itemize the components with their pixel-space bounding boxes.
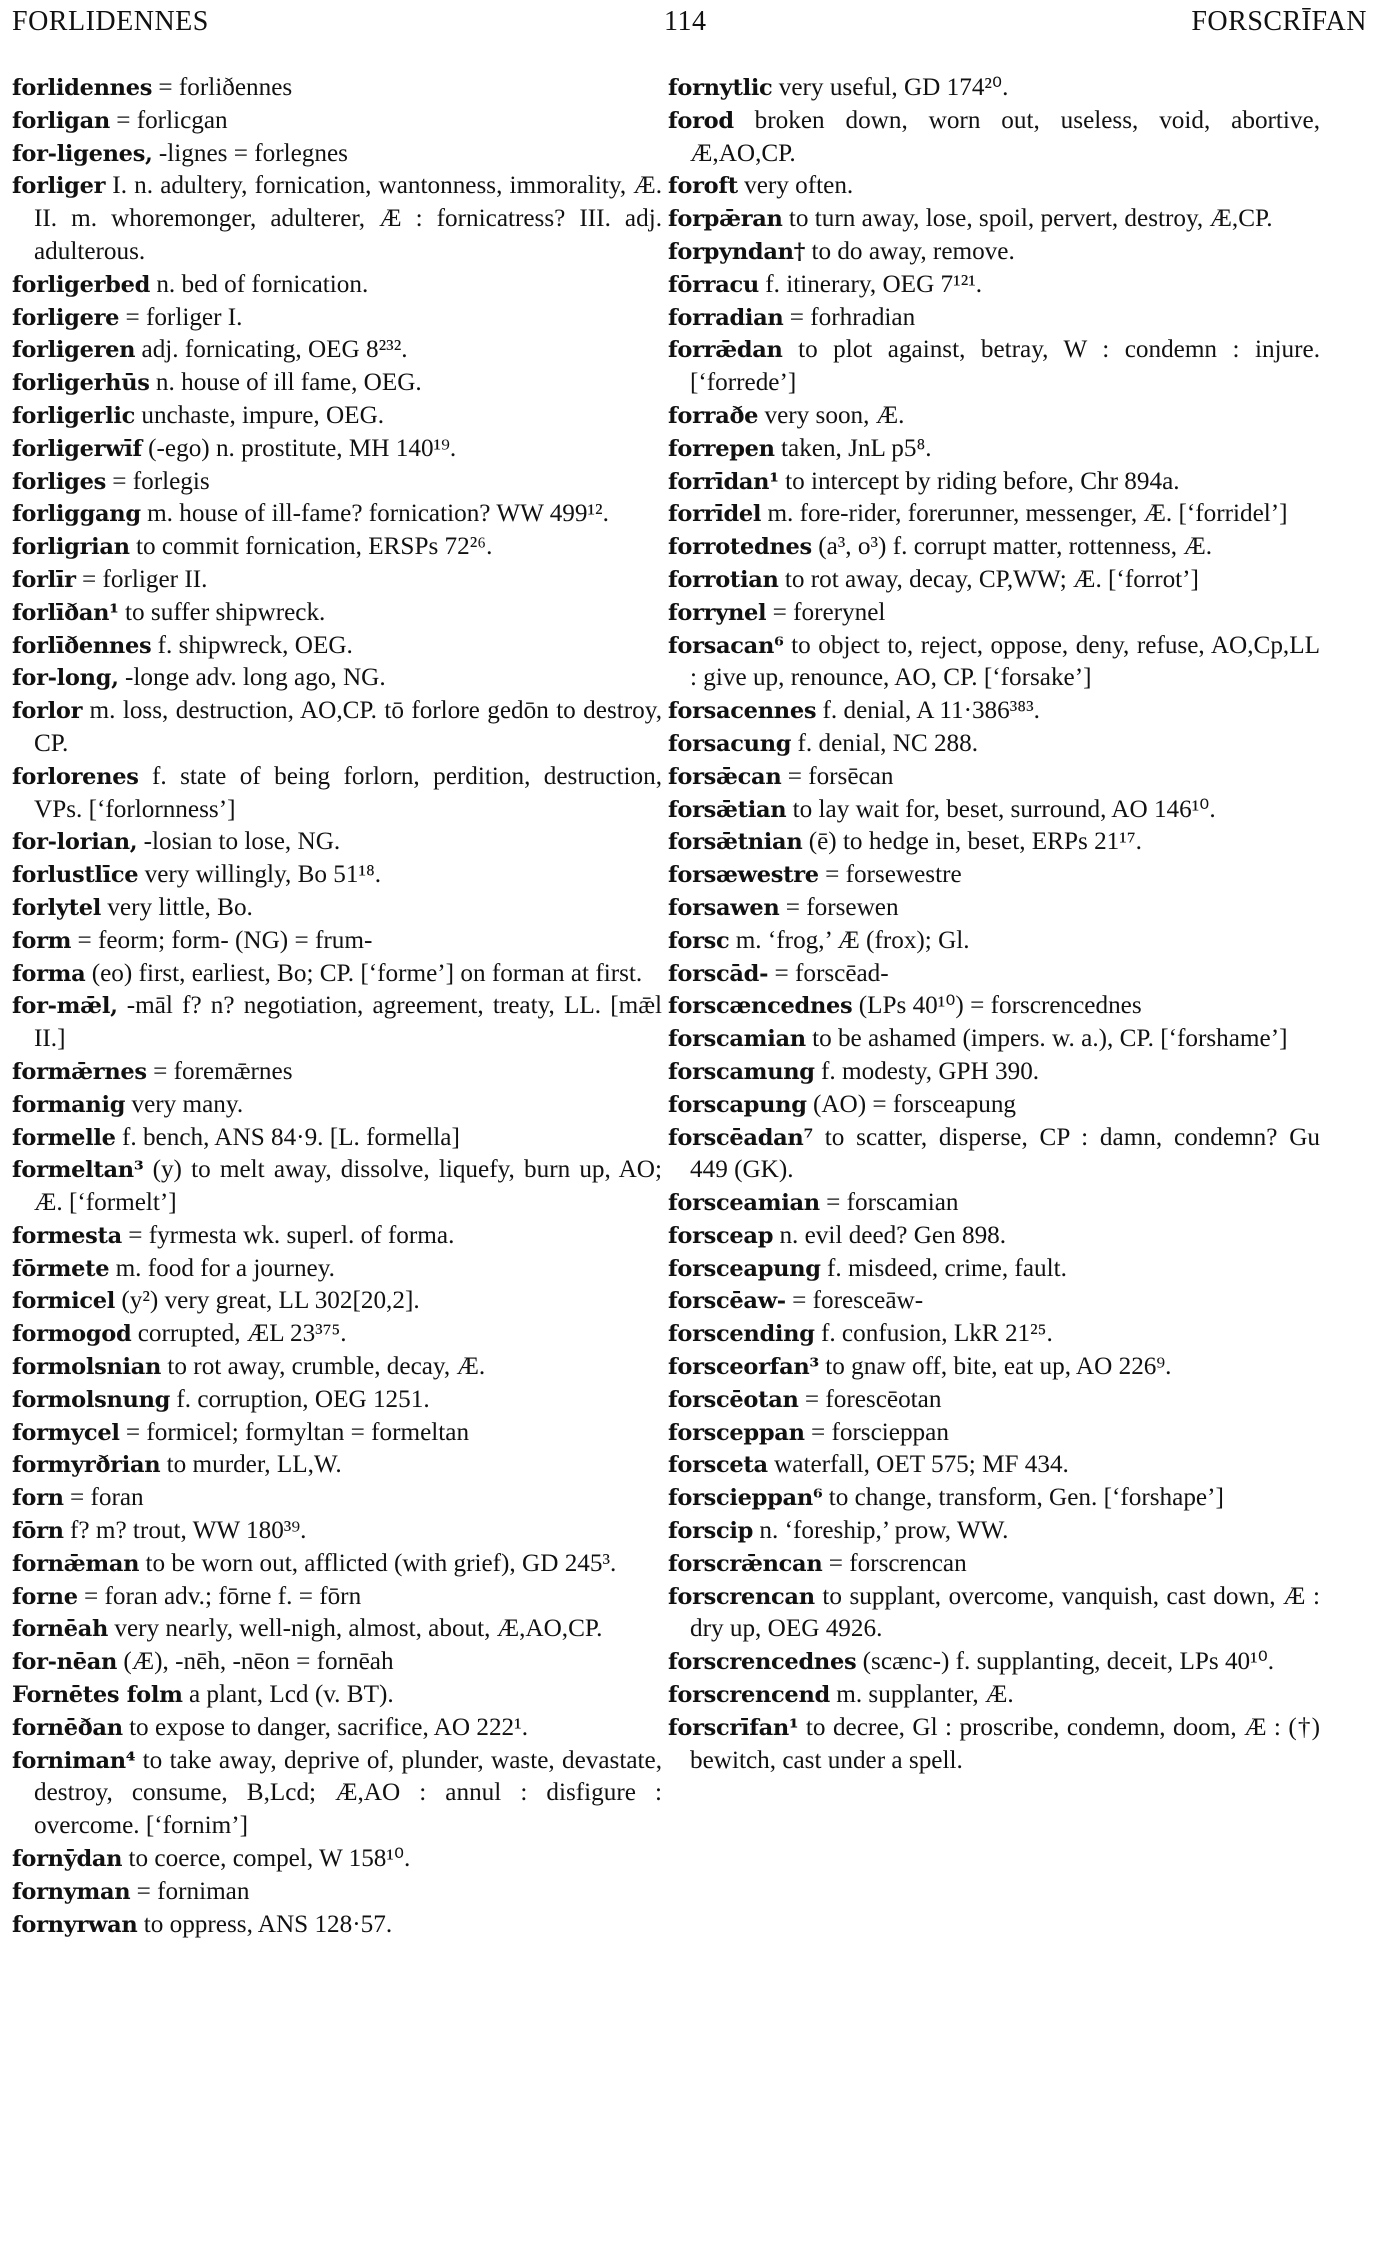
headword: fōrracu [668,271,759,298]
headword: forrīdan¹ [668,468,779,495]
headword: for-ligenes, [12,140,153,167]
headword: forsceap [668,1222,774,1249]
dictionary-entry [12,1482,662,1515]
entry-definition: to plot against, betray, W : condemn : injure. [‘forrede’] [690,336,1320,397]
entry-definition: to supplant, overcome, vanquish, cast down, Æ : dry up, OEG 4926. [690,1582,1320,1643]
dictionary-entry [668,170,1320,203]
entry-definition: f. modesty, GPH 390. [814,1057,1040,1085]
entry-definition: -māl f? n? negotiation, agreement, treaty, LL. [mǣl II.] [34,992,662,1053]
entry-definition: (y²) very great, LL 302[20,2]. [115,1287,420,1315]
headword: forrotednes [668,534,812,561]
dictionary-entry [668,302,1320,335]
dictionary-entry [668,1253,1320,1286]
headword: forraðe [668,402,759,429]
entry-definition: f. denial, NC 288. [791,729,979,757]
headword: fornēah [12,1616,109,1643]
headword: fōrmete [12,1255,110,1282]
dictionary-entry [668,1515,1320,1548]
headword: forpǣran [668,206,783,233]
entry-definition: f. bench, ANS 84·9. [L. formella] [115,1123,460,1151]
entry-definition: to suffer shipwreck. [118,598,326,626]
dictionary-entry [668,1581,1320,1647]
entry-definition: very soon, Æ. [758,401,905,429]
entry-definition: m. loss, destruction, AO,CP. tō forlore gedōn to destroy, CP. [34,697,662,757]
entry-definition: -losian to lose, NG. [137,828,341,856]
headword: forradian [668,304,784,331]
headword: forsceamian [668,1190,820,1217]
running-head [12,6,1367,46]
headword: forligere [12,304,120,331]
dictionary-entry [668,203,1320,236]
headword: formogod [12,1321,132,1348]
dictionary-entry [12,1449,662,1482]
dictionary-entry [12,761,662,827]
entry-definition: m. house of ill-fame? fornication? WW 499¹². [140,500,609,528]
headword: forsǣtian [668,796,787,823]
headword: forlorenes [12,763,139,790]
headword: formesta [12,1222,122,1249]
dictionary-entry [12,1253,662,1286]
dictionary-entry [12,925,662,958]
headword: forligerhūs [12,370,150,397]
dictionary-entry [668,564,1320,597]
dictionary-entry [12,1876,662,1909]
entry-definition: broken down, worn out, useless, void, abortive, Æ,AO,CP. [690,106,1320,167]
headword: forligerwīf [12,435,142,462]
entry-definition: = foresceāw- [785,1287,924,1315]
headword: forscamung [668,1058,815,1085]
entry-definition: f. denial, A 11·386³⁸³. [816,697,1040,725]
entry-definition: f. misdeed, crime, fault. [820,1254,1067,1282]
entry-definition: to change, transform, Gen. [‘forshape’] [822,1484,1224,1512]
headword: for-mǣl, [12,993,118,1020]
headword: forliggang [12,501,141,528]
entry-definition: = fyrmesta wk. superl. of forma. [121,1221,455,1249]
dictionary-entry [668,1646,1320,1679]
headword: fornēðan [12,1714,123,1741]
dictionary-entry [668,859,1320,892]
headword: formolsnung [12,1386,171,1413]
headword: forma [12,960,86,987]
headword: forscrīfan¹ [668,1714,799,1741]
dictionary-entry [668,1089,1320,1122]
dictionary-entry [668,498,1320,531]
entry-definition: = forscamian [819,1189,959,1217]
dictionary-entry [12,367,662,400]
headword: Fornētes folm [12,1682,183,1709]
dictionary-entry [668,1384,1320,1417]
entry-definition: to commit fornication, ERSPs 72²⁶. [129,533,493,561]
dictionary-entry [12,1089,662,1122]
dictionary-entry [12,1745,662,1843]
entry-definition: to intercept by riding before, Chr 894a. [778,467,1180,495]
entry-definition: taken, JnL p5⁸. [774,434,932,462]
dictionary-entry [12,630,662,663]
headword: form [12,927,72,954]
dictionary-entry [12,564,662,597]
headword: formyrðrian [12,1452,161,1479]
entry-definition: (y) to melt away, dissolve, liquefy, burn up, AO; Æ. [‘formelt’] [34,1156,662,1217]
entry-definition: to murder, LL,W. [160,1451,342,1479]
dictionary-entry [668,1679,1320,1712]
headword: forod [668,107,734,134]
headword: forniman⁴ [12,1747,136,1774]
headword: forlytel [12,894,102,921]
headword: forlīr [12,566,76,593]
dictionary-entry [668,1285,1320,1318]
entry-definition: to expose to danger, sacrifice, AO 222¹. [122,1713,528,1741]
page-number: 114 [664,6,707,37]
headword: forsceppan [668,1419,805,1446]
headword: forscending [668,1321,815,1348]
headword: forscād- [668,960,769,987]
headword: forligerbed [12,271,151,298]
headword: forscamian [668,1026,806,1053]
entry-definition: very willingly, Bo 51¹⁸. [138,861,382,889]
headword: forsacung [668,730,792,757]
right-guide-word: FORSCRĪFAN [1191,6,1367,37]
entry-definition: = forescēotan [798,1385,942,1413]
dictionary-entry [12,269,662,302]
headword: forscēadan⁷ [668,1124,814,1151]
headword: fornyman [12,1878,131,1905]
headword: forrǣdan [668,337,783,364]
entry-definition: very many. [125,1090,244,1118]
dictionary-entry [12,1909,662,1942]
entry-definition: (a³, o³) f. corrupt matter, rottenness, Æ. [811,533,1213,561]
headword: for-lorian, [12,829,138,856]
entry-definition: (ē) to hedge in, beset, ERPs 21¹⁷. [802,828,1142,856]
entry-definition: to do away, remove. [805,237,1015,265]
entry-definition: = forliger II. [75,565,208,593]
headword: forscip [668,1518,754,1545]
dictionary-entry [668,958,1320,991]
entry-definition: = foran adv.; fōrne f. = fōrn [77,1582,362,1610]
dictionary-entry [668,1449,1320,1482]
dictionary-entry [12,1384,662,1417]
headword: forsacennes [668,698,817,725]
headword: forligeren [12,337,136,364]
entry-definition: to oppress, ANS 128·57. [137,1910,393,1938]
entry-definition: = forscēad- [768,959,889,987]
entry-definition: f. shipwreck, OEG. [151,631,353,659]
entry-definition: f? m? trout, WW 180³⁹. [63,1517,307,1545]
headword: forlidennes [12,75,153,101]
headword: formanig [12,1091,126,1118]
entry-definition: very nearly, well-nigh, almost, about, Æ,AO,CP. [108,1615,603,1643]
dictionary-entry [12,1154,662,1220]
entry-definition: unchaste, impure, OEG. [135,401,385,429]
entry-definition: -lignes = forlegnes [152,139,348,167]
headword: forsacan⁶ [668,632,784,659]
dictionary-entry [668,1482,1320,1515]
entry-definition: m. ‘frog,’ Æ (frox); Gl. [729,926,970,954]
dictionary-entry [668,990,1320,1023]
dictionary-entry [668,1548,1320,1581]
headword: forscēaw- [668,1288,786,1315]
entry-definition: very often. [737,172,854,200]
entry-definition: to be ashamed (impers. w. a.), CP. [‘forshame’] [805,1025,1288,1053]
entry-definition: very little, Bo. [101,893,253,921]
dictionary-entry [12,1646,662,1679]
dictionary-entry [668,925,1320,958]
headword: fōrn [12,1518,64,1545]
entry-definition: to take away, deprive of, plunder, waste, devastate, destroy, consume, B,Lcd; Æ,AO : annul : disfigure : overcome. [‘fornim’] [34,1746,662,1840]
entry-definition: adj. fornicating, OEG 8²³². [135,336,408,364]
dictionary-entry [668,1318,1320,1351]
dictionary-entry [12,1712,662,1745]
entry-definition: = forniman [130,1877,250,1905]
right-column [668,72,1320,1777]
dictionary-entry [668,531,1320,564]
entry-definition: = forscrencan [822,1549,967,1577]
dictionary-entry [12,1285,662,1318]
entry-definition: (AO) = forsceapung [806,1090,1017,1118]
headword: forlīðennes [12,632,152,659]
entry-definition: f. corruption, OEG 1251. [170,1385,430,1413]
headword: forpyndan† [668,238,806,265]
headword: fornǣman [12,1550,140,1577]
headword: forrepen [668,435,775,462]
headword: forrotian [668,566,779,593]
dictionary-entry [668,269,1320,302]
entry-definition: to turn away, lose, spoil, pervert, destroy, Æ,CP. [782,205,1273,233]
entry-definition: to gnaw off, bite, eat up, AO 226⁹. [818,1353,1172,1381]
dictionary-entry [668,1220,1320,1253]
dictionary-entry [12,826,662,859]
headword: forne [12,1583,78,1610]
headword: forscapung [668,1091,807,1118]
dictionary-entry [668,1023,1320,1056]
headword: formicel [12,1288,116,1315]
headword: forlor [12,698,83,725]
dictionary-entry [12,1548,662,1581]
dictionary-entry [668,728,1320,761]
dictionary-entry [12,859,662,892]
entry-definition: = forhradian [783,303,916,331]
headword: for-long, [12,665,119,692]
entry-definition: = forsewen [779,893,899,921]
dictionary-entry [12,400,662,433]
dictionary-entry [668,794,1320,827]
headword: fornȳdan [12,1846,123,1873]
dictionary-entry [12,1679,662,1712]
headword: forsceorfan³ [668,1354,819,1381]
headword: forscrǣncan [668,1550,823,1577]
entry-definition: corrupted, ÆL 23³⁷⁵. [131,1320,347,1348]
entry-definition: to scatter, disperse, CP : damn, condemn? Gu 449 (GK). [690,1123,1320,1184]
dictionary-entry [12,105,662,138]
dictionary-entry [12,302,662,335]
entry-definition: = forliger I. [119,303,243,331]
headword: forligerlic [12,402,136,429]
entry-definition: f. confusion, LkR 21²⁵. [814,1320,1053,1348]
entry-definition: to lay wait for, beset, surround, AO 146¹⁰. [786,795,1216,823]
dictionary-entry [12,990,662,1056]
dictionary-entry [12,1417,662,1450]
headword: forscēotan [668,1386,799,1413]
headword: formelle [12,1124,116,1151]
entry-definition: a plant, Lcd (v. BT). [182,1681,394,1709]
left-column [12,72,662,1941]
headword: forscieppan⁶ [668,1485,823,1512]
headword: forligrian [12,534,130,561]
dictionary-entry [668,1122,1320,1188]
dictionary-entry [12,1843,662,1876]
headword: formeltan³ [12,1157,144,1184]
entry-definition: (Æ), -nēh, -nēon = fornēah [117,1648,394,1676]
entry-definition: -longe adv. long ago, NG. [118,664,386,692]
dictionary-entry [12,334,662,367]
headword: forrynel [668,599,767,626]
dictionary-entry [668,105,1320,171]
entry-definition: waterfall, OET 575; MF 434. [767,1451,1069,1479]
headword: forliger [12,173,106,200]
entry-definition: = foremǣrnes [146,1057,293,1085]
dictionary-entry [668,761,1320,794]
headword: forligan [12,107,110,134]
dictionary-entry [12,1122,662,1155]
headword: forsawen [668,894,780,921]
headword: forlīðan¹ [12,599,119,626]
dictionary-entry [668,72,1320,105]
entry-definition: = formicel; formyltan = formeltan [119,1418,470,1446]
dictionary-entry [12,1581,662,1614]
dictionary-entry [12,662,662,695]
dictionary-entry [668,236,1320,269]
headword: forsǣcan [668,763,782,790]
headword: forscrencend [668,1682,830,1709]
dictionary-entry [12,138,662,171]
dictionary-entry [12,1056,662,1089]
dictionary-entry [12,958,662,991]
dictionary-entry [668,892,1320,925]
entry-definition: m. supplanter, Æ. [829,1681,1014,1709]
headword: forn [12,1485,64,1512]
entry-definition: = forlegis [105,467,210,495]
entry-definition: m. fore-rider, forerunner, messenger, Æ. [‘forridel’] [761,500,1288,528]
dictionary-entry [12,1220,662,1253]
dictionary-entry [12,1613,662,1646]
entry-definition: n. bed of fornication. [150,270,369,298]
entry-definition: = forliðennes [152,74,293,101]
dictionary-entry [668,334,1320,400]
headword: forsc [668,927,730,954]
dictionary-entry [12,892,662,925]
entry-definition: = forerynel [766,598,886,626]
headword: forlustlīce [12,862,139,889]
entry-definition: n. house of ill fame, OEG. [149,369,422,397]
dictionary-entry [668,1351,1320,1384]
dictionary-entry [12,597,662,630]
headword: forscrencan [668,1583,815,1610]
dictionary-entry [12,695,662,761]
headword: forsceapung [668,1255,821,1282]
entry-definition: = forscieppan [804,1418,949,1446]
dictionary-entry [12,1515,662,1548]
dictionary-entry [12,498,662,531]
entry-definition: n. ‘foreship,’ prow, WW. [753,1517,1009,1545]
headword: forliges [12,468,106,495]
entry-definition: (eo) first, earliest, Bo; CP. [‘forme’] on forman at first. [85,959,643,987]
entry-definition: to rot away, decay, CP,WW; Æ. [‘forrot’] [778,565,1199,593]
headword: forrīdel [668,501,762,528]
entry-definition: (-ego) n. prostitute, MH 140¹⁹. [141,434,457,462]
dictionary-entry [12,433,662,466]
entry-definition: = foran [63,1484,144,1512]
dictionary-entry [668,433,1320,466]
dictionary-entry [12,466,662,499]
dictionary-entry [668,1712,1320,1778]
entry-definition: = forlicgan [109,106,228,134]
dictionary-entry [668,1417,1320,1450]
entry-definition: = feorm; form- (NG) = frum- [71,926,373,954]
entry-definition: = forsewestre [818,861,962,889]
headword: forsæwestre [668,862,819,889]
entry-definition: I. n. adultery, fornication, wantonness, immorality, Æ. II. m. whoremonger, adulterer, Æ : fornicatress? III. adj. adulterous. [34,172,662,265]
dictionary-entry [12,1318,662,1351]
entry-definition: m. food for a journey. [109,1254,335,1282]
dictionary-entry [668,597,1320,630]
entry-definition: to be worn out, afflicted (with grief), GD 245³. [139,1549,617,1577]
headword: foroft [668,173,738,200]
entry-definition: f. itinerary, OEG 7¹²¹. [758,270,983,298]
headword: forsǣtnian [668,829,803,856]
headword: formycel [12,1419,120,1446]
entry-definition: f. state of being forlorn, perdition, destruction, VPs. [‘forlornness’] [34,762,662,823]
entry-definition: n. evil deed? Gen 898. [773,1221,1007,1249]
entry-definition: very useful, GD 174²⁰. [772,74,1009,101]
entry-definition: (scænc-) f. supplanting, deceit, LPs 40¹⁰. [856,1648,1275,1676]
headword: fornyrwan [12,1911,138,1938]
entry-definition: to decree, Gl : proscribe, condemn, doom, Æ : (†) bewitch, cast under a spell. [690,1713,1320,1774]
headword: forscrencednes [668,1649,857,1676]
entry-definition: = forsēcan [781,762,894,790]
entry-definition: to coerce, compel, W 158¹⁰. [122,1845,411,1873]
dictionary-entry [668,1187,1320,1220]
headword: formǣrnes [12,1058,147,1085]
headword: forsceta [668,1452,768,1479]
headword: formolsnian [12,1354,162,1381]
dictionary-entry [12,72,662,105]
dictionary-entry [668,630,1320,696]
headword: fornytlic [668,75,773,101]
dictionary-entry [12,170,662,268]
entry-definition: to rot away, crumble, decay, Æ. [161,1353,486,1381]
dictionary-entry [668,1056,1320,1089]
dictionary-entry [12,531,662,564]
entry-definition: (LPs 40¹⁰) = forscrencednes [852,992,1142,1020]
dictionary-entry [668,466,1320,499]
left-guide-word: FORLIDENNES [12,6,209,37]
headword: for-nēan [12,1649,118,1676]
dictionary-entry [668,400,1320,433]
dictionary-entry [668,826,1320,859]
headword: forscæncednes [668,993,853,1020]
entry-definition: to object to, reject, oppose, deny, refuse, AO,Cp,LL : give up, renounce, AO, CP. [‘forsake’] [690,631,1320,692]
dictionary-entry [12,1351,662,1384]
dictionary-entry [668,695,1320,728]
